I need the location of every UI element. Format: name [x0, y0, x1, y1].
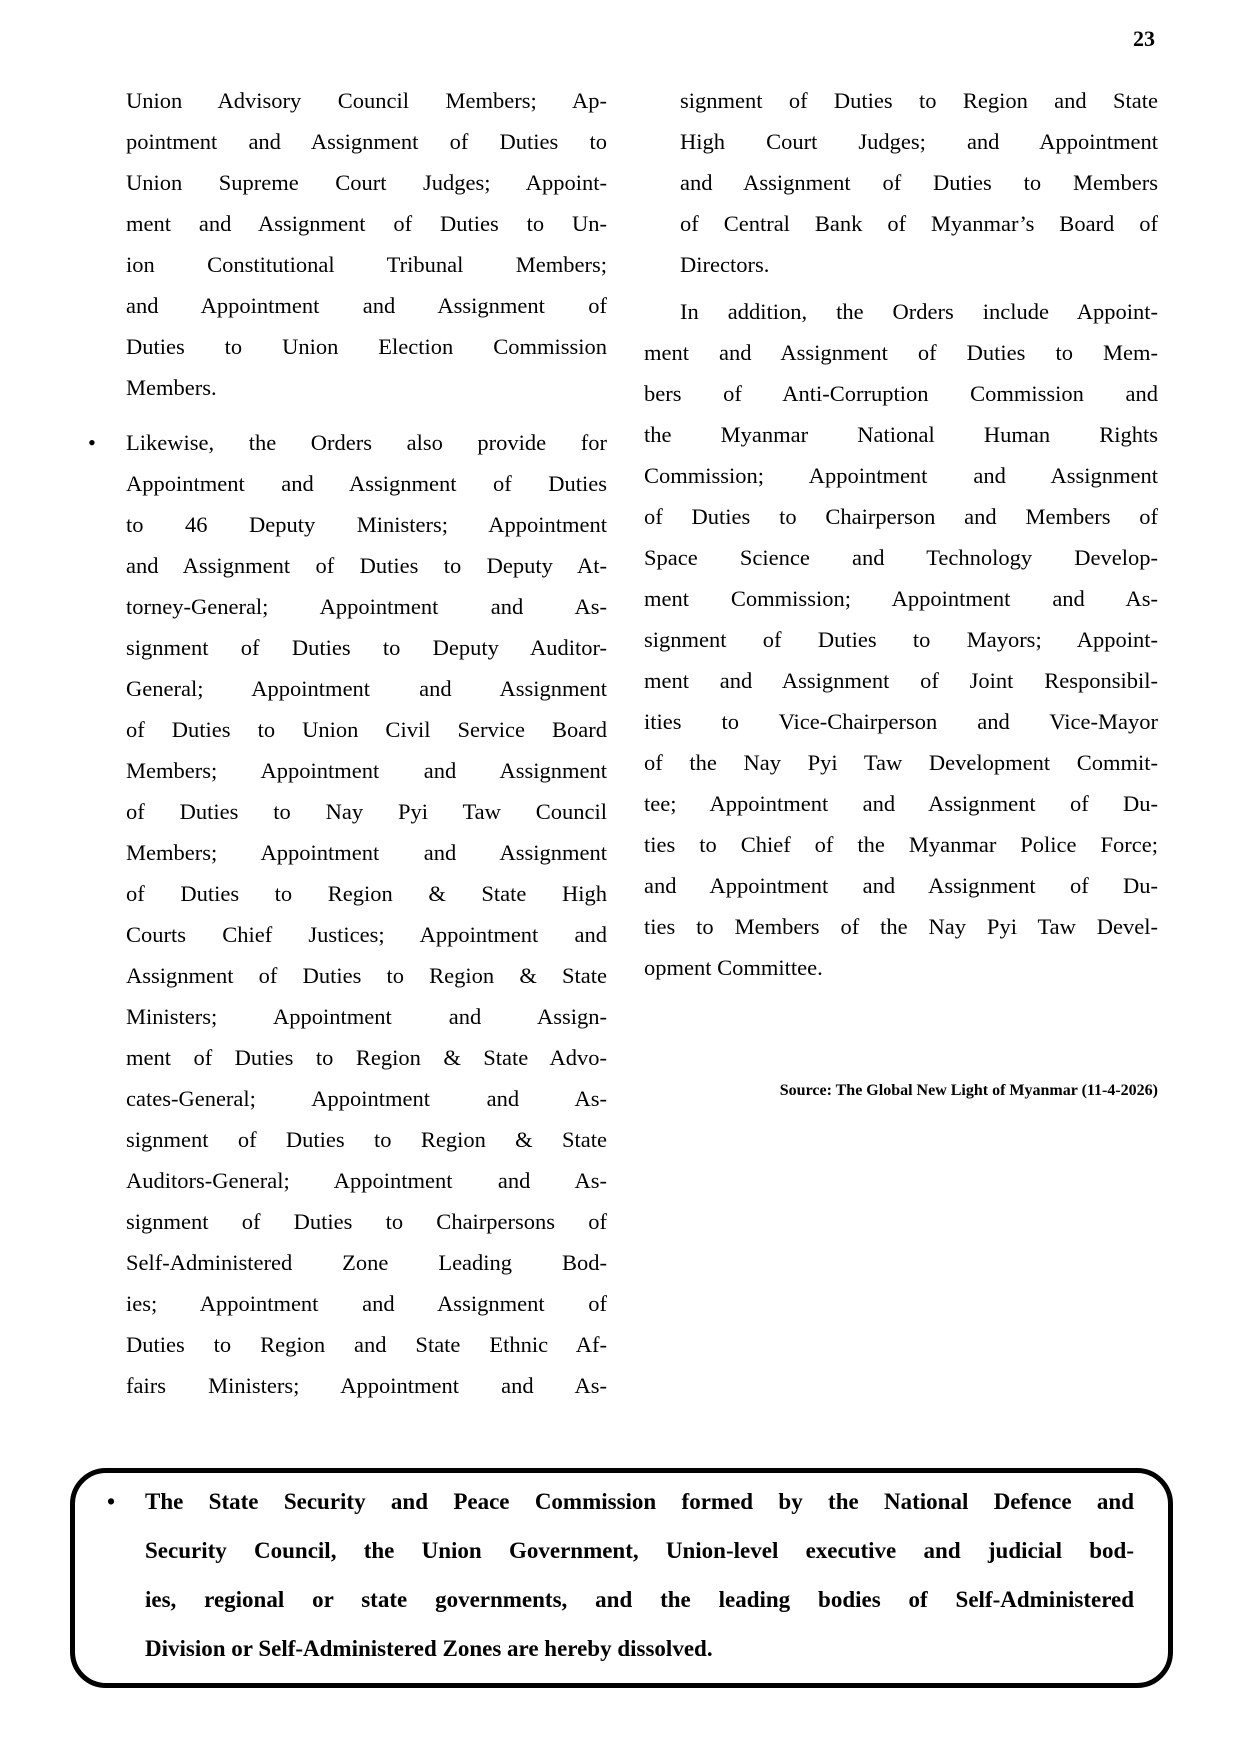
text-line: signment of Duties to Region and State [680, 88, 1158, 113]
text-line: ities to Vice-Chairperson and Vice-Mayor [644, 709, 1158, 734]
text-line: Commission; Appointment and Assignment [644, 463, 1158, 488]
text-line: cates-General; Appointment and As- [126, 1086, 607, 1111]
boxed-bullet-item [101, 1477, 1134, 1673]
text-line: opment Committee. [644, 955, 823, 980]
text-line: ies; Appointment and Assignment of [126, 1291, 607, 1316]
text-line: Ministers; Appointment and Assign- [126, 1004, 607, 1029]
text-line: Directors. [680, 252, 770, 277]
text-line: signment of Duties to Deputy Auditor- [126, 635, 607, 660]
text-line: signment of Duties to Region & State [126, 1127, 607, 1152]
text-line: ies, regional or state governments, and the leading bodies of Self-Administered [145, 1587, 1134, 1612]
text-line: Space Science and Technology Develop- [644, 545, 1158, 570]
text-line: and Assignment of Duties to Deputy At- [126, 553, 607, 578]
bullet-item [86, 422, 607, 1406]
bullet-marker: • [88, 430, 96, 455]
text-line: Duties to Union Election Commission [126, 334, 607, 359]
text-line: and Appointment and Assignment of Du- [644, 873, 1158, 898]
text-line: of Central Bank of Myanmar’s Board of [680, 211, 1158, 236]
bullet-continuation-paragraph [644, 80, 1158, 285]
text-line: of Duties to Nay Pyi Taw Council [126, 799, 607, 824]
text-line: ties to Members of the Nay Pyi Taw Devel- [644, 914, 1158, 939]
text-line: Members. [126, 375, 217, 400]
page-number: 23 [1133, 26, 1155, 51]
text-line: tee; Appointment and Assignment of Du- [644, 791, 1158, 816]
text-line: Self-Administered Zone Leading Bod- [126, 1250, 607, 1275]
text-line: ment of Duties to Region & State Advo- [126, 1045, 607, 1070]
text-line: pointment and Assignment of Duties to [126, 129, 607, 154]
text-line: Appointment and Assignment of Duties [126, 471, 607, 496]
text-line: to 46 Deputy Ministers; Appointment [126, 512, 607, 537]
text-line: Members; Appointment and Assignment [126, 840, 607, 865]
text-line: Division or Self-Administered Zones are hereby dissolved. [145, 1636, 713, 1661]
left-column [86, 80, 607, 1406]
text-line: In addition, the Orders include Appoint- [680, 299, 1158, 324]
text-line: of Duties to Chairperson and Members of [644, 504, 1158, 529]
text-line: Courts Chief Justices; Appointment and [126, 922, 607, 947]
bullet-marker: • [107, 1489, 116, 1514]
text-line: ties to Chief of the Myanmar Police Force; [644, 832, 1158, 857]
text-line: General; Appointment and Assignment [126, 676, 607, 701]
text-line: ion Constitutional Tribunal Members; [126, 252, 607, 277]
text-line: The State Security and Peace Commission formed by the National Defence and [145, 1489, 1134, 1514]
text-line: torney-General; Appointment and As- [126, 594, 607, 619]
text-line: and Assignment of Duties to Members [680, 170, 1158, 195]
text-line: Union Supreme Court Judges; Appoint- [126, 170, 607, 195]
text-line: Security Council, the Union Government, Union-level executive and judicial bod- [145, 1538, 1134, 1563]
text-line: signment of Duties to Chairpersons of [126, 1209, 607, 1234]
dissolution-notice-box [70, 1468, 1173, 1688]
text-line: Members; Appointment and Assignment [126, 758, 607, 783]
text-line: High Court Judges; and Appointment [680, 129, 1158, 154]
text-line: of Duties to Union Civil Service Board [126, 717, 607, 742]
text-line: bers of Anti-Corruption Commission and [644, 381, 1158, 406]
text-line: and Appointment and Assignment of [126, 293, 607, 318]
body-paragraph [644, 291, 1158, 988]
text-line: of Duties to Region & State High [126, 881, 607, 906]
source-citation: Source: The Global New Light of Myanmar (11-4-2026) [779, 1082, 1158, 1099]
text-line: ment Commission; Appointment and As- [644, 586, 1158, 611]
text-line: ment and Assignment of Duties to Mem- [644, 340, 1158, 365]
bullet-item-continuation [86, 80, 607, 408]
text-line: Auditors-General; Appointment and As- [126, 1168, 607, 1193]
text-line: signment of Duties to Mayors; Appoint- [644, 627, 1158, 652]
text-line: Likewise, the Orders also provide for [126, 430, 607, 455]
text-line: the Myanmar National Human Rights [644, 422, 1158, 447]
text-line: Union Advisory Council Members; Ap- [126, 88, 607, 113]
text-line: Duties to Region and State Ethnic Af- [126, 1332, 607, 1357]
text-line: Assignment of Duties to Region & State [126, 963, 607, 988]
right-column [644, 80, 1158, 988]
text-line: ment and Assignment of Joint Responsibil- [644, 668, 1158, 693]
text-line: of the Nay Pyi Taw Development Commit- [644, 750, 1158, 775]
text-line: fairs Ministers; Appointment and As- [126, 1373, 607, 1398]
text-line: ment and Assignment of Duties to Un- [126, 211, 607, 236]
